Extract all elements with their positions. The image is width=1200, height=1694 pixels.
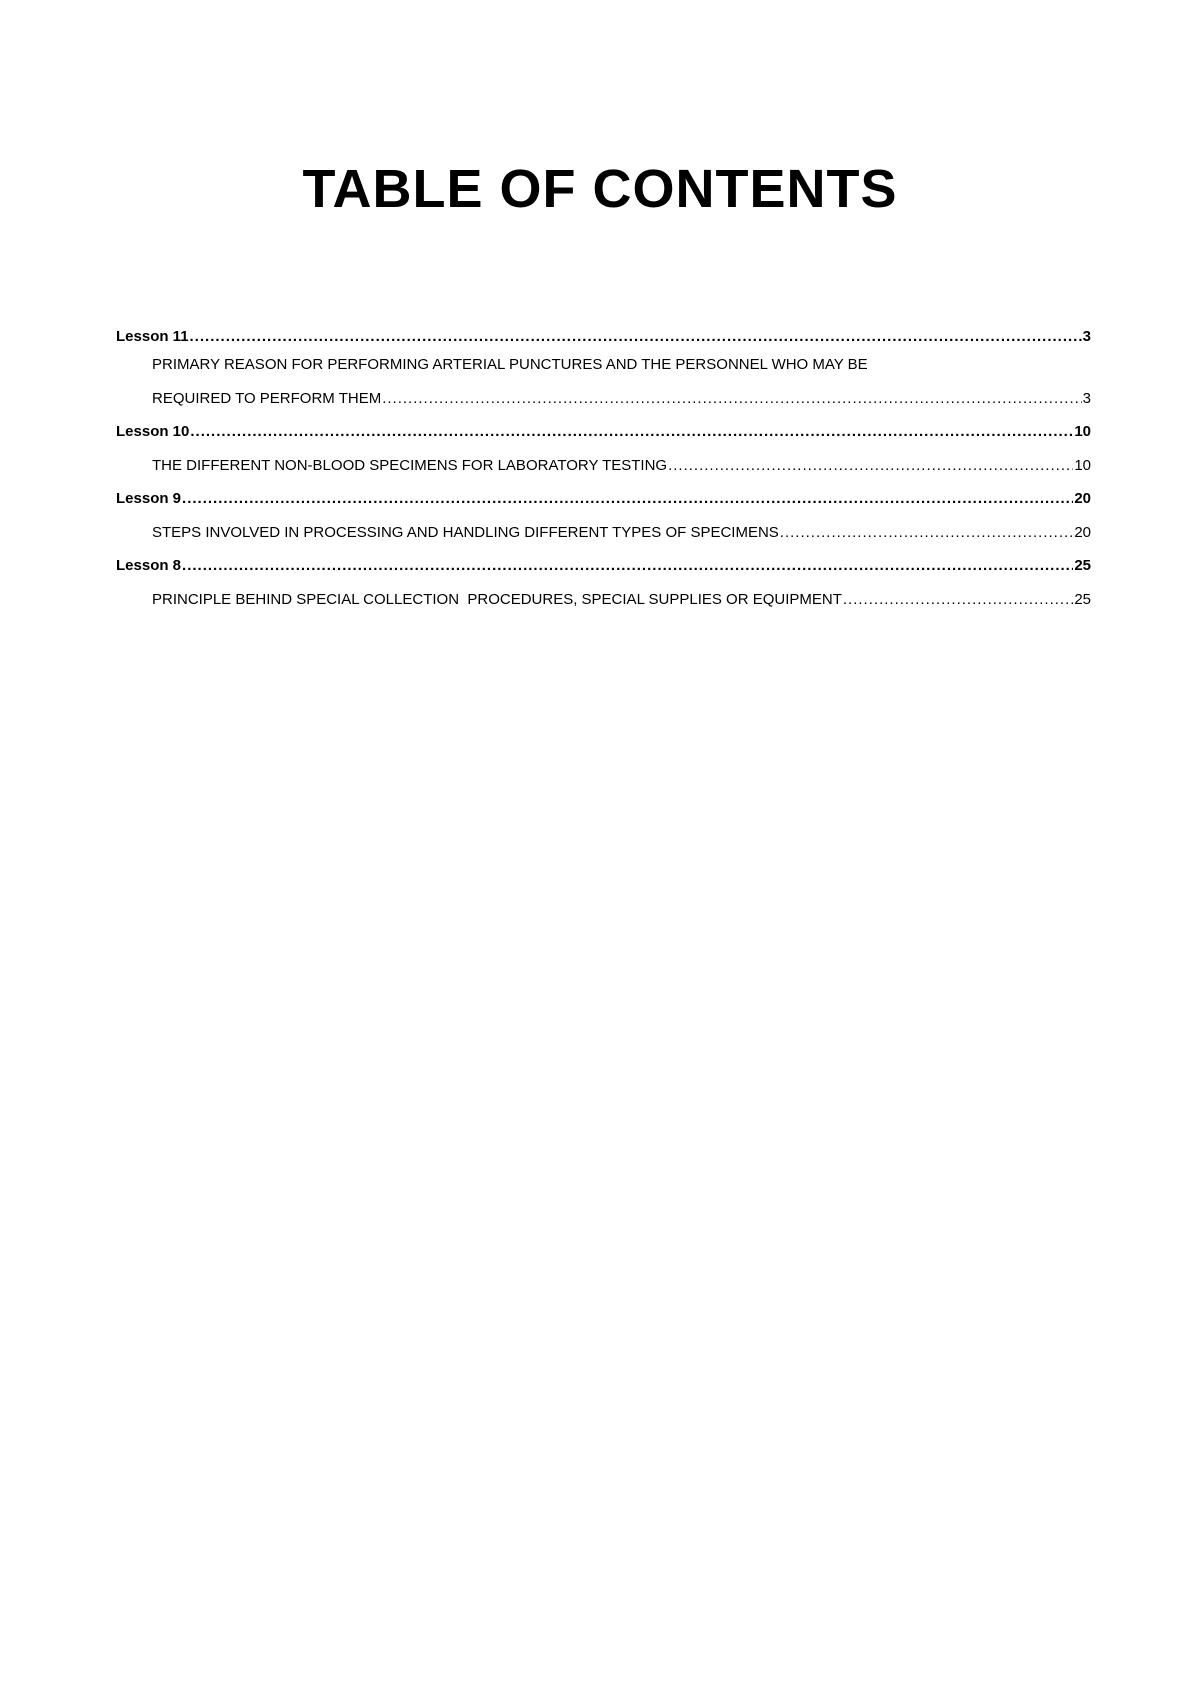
toc-entry-lesson-11[interactable] [116,318,1091,351]
toc-entry-topic[interactable] [116,446,1091,480]
toc-entry-topic[interactable] [116,580,1091,614]
page-title: TABLE OF CONTENTS [302,159,898,219]
toc-entry-topic-line[interactable] [116,351,1091,379]
toc-entry-label: PRIMARY REASON FOR PERFORMING ARTERIAL PUNCTURES AND THE PERSONNEL WHO MAY BE [152,356,868,373]
toc-entry-page: 20 [1074,524,1091,541]
toc-dot-leader [780,519,1074,547]
toc-entry-label: Lesson 8 [116,557,182,574]
toc-entry-lesson-9[interactable] [116,480,1091,513]
toc-entry-page: 10 [1074,457,1091,474]
toc-entry-lesson-10[interactable] [116,413,1091,446]
toc-entry-label: Lesson 10 [116,423,190,440]
toc-entry-label: Lesson 11 [116,328,189,345]
toc-dot-leader [190,323,1082,351]
toc-entry-label: REQUIRED TO PERFORM THEM [152,390,382,407]
toc-entry-topic[interactable] [116,513,1091,547]
toc-entry-label: Lesson 9 [116,490,182,507]
toc-dot-leader [182,485,1073,513]
toc-entry-label: THE DIFFERENT NON-BLOOD SPECIMENS FOR LABORATORY TESTING [152,457,668,474]
toc-entry-label: STEPS INVOLVED IN PROCESSING AND HANDLING DIFFERENT TYPES OF SPECIMENS [152,524,779,541]
toc-entry-page: 25 [1074,591,1091,608]
toc-entry-topic[interactable] [116,379,1091,413]
toc-dot-leader [182,552,1073,580]
toc-dot-leader [843,586,1073,614]
toc-dot-leader [190,418,1073,446]
toc-list [116,318,1091,614]
toc-entry-page: 3 [1082,390,1091,407]
toc-dot-leader [668,452,1073,480]
toc-entry-page: 3 [1082,328,1091,345]
toc-entry-page: 10 [1074,423,1091,440]
toc-entry-lesson-8[interactable] [116,547,1091,580]
toc-entry-page: 20 [1074,490,1091,507]
toc-entry-label: PRINCIPLE BEHIND SPECIAL COLLECTION PROCEDURES, SPECIAL SUPPLIES OR EQUIPMENT [152,591,842,608]
toc-dot-leader [382,385,1081,413]
toc-entry-page: 25 [1074,557,1091,574]
